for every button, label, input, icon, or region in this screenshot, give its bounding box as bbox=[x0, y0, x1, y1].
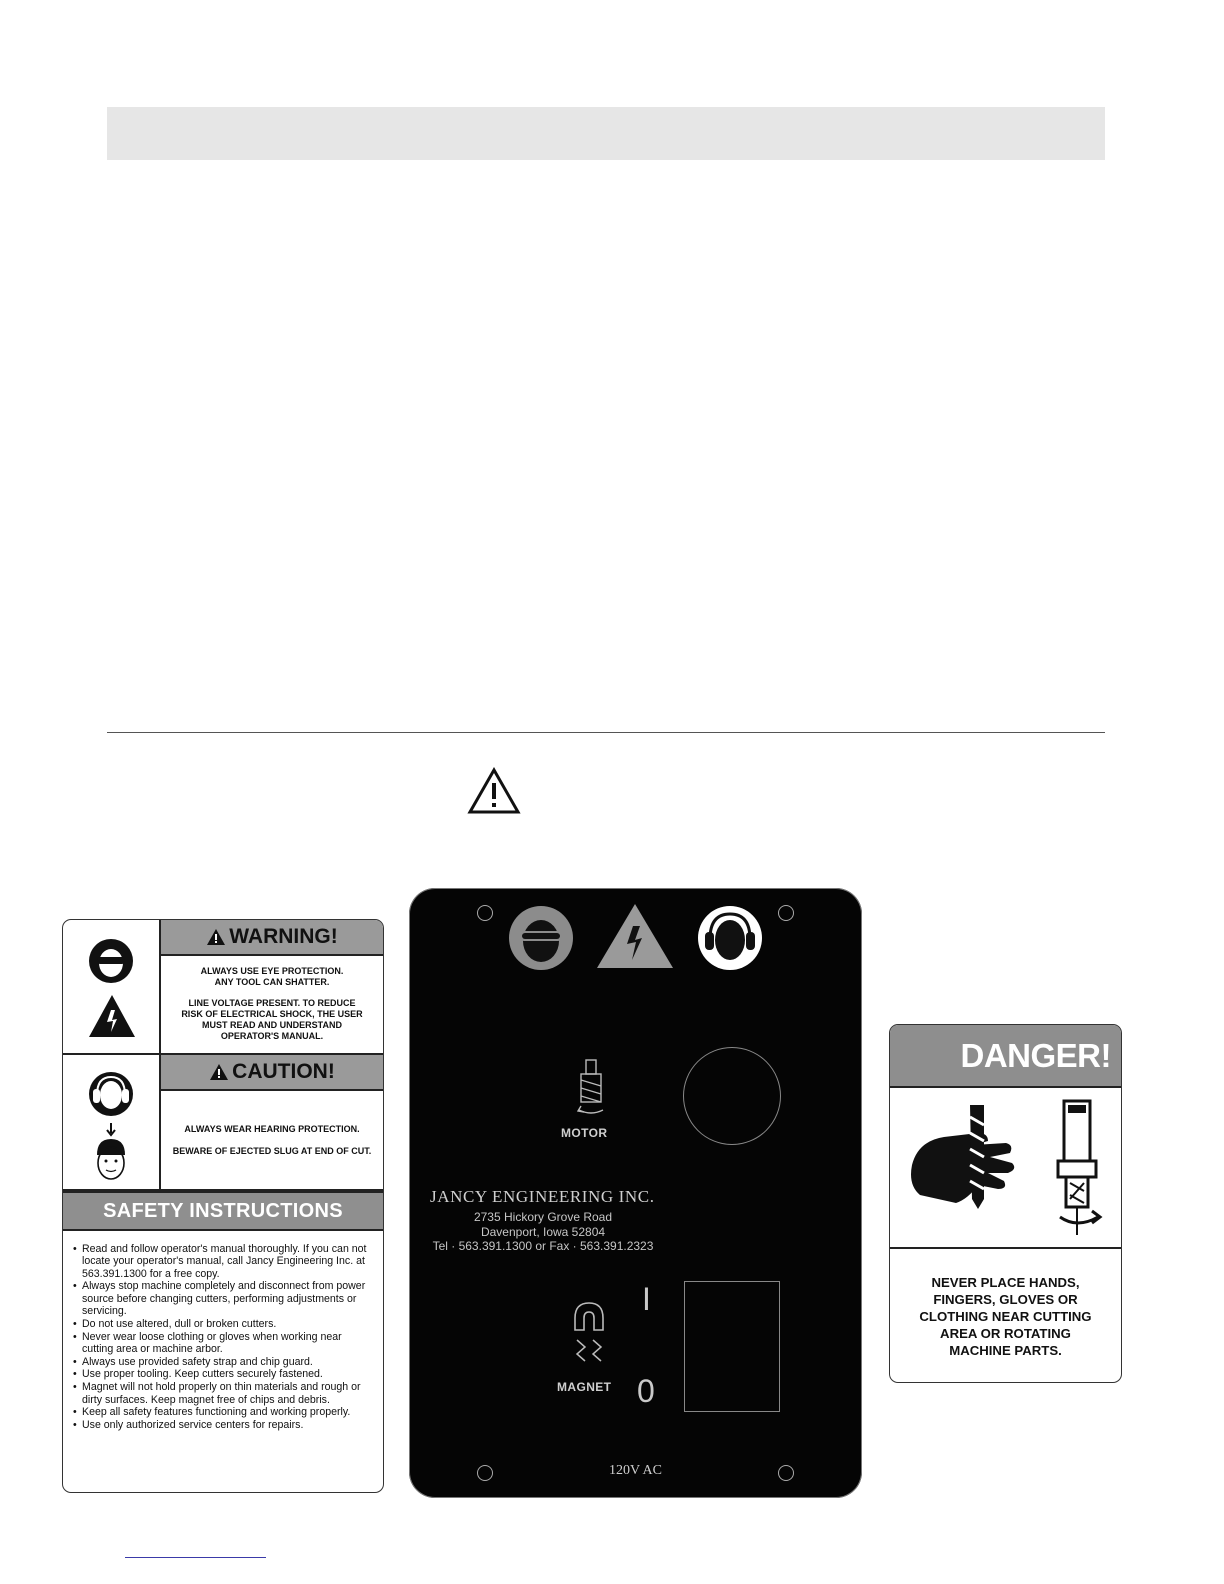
electrical-shock-icon bbox=[87, 993, 137, 1039]
warning-text: ALWAYS USE EYE PROTECTION. ANY TOOL CAN SHATTER. LINE VOLTAGE PRESENT. TO REDUCE RISK OF ELECTRICAL SHOCK, THE USER MUST READ AND UNDERSTAND OPERATOR'S MANUAL. bbox=[181, 966, 363, 1041]
section-divider bbox=[107, 732, 1105, 733]
safety-instructions-list bbox=[73, 1243, 375, 1432]
switch-off-mark: 0 bbox=[637, 1373, 655, 1409]
magnet-label: MAGNET bbox=[557, 1380, 612, 1394]
list-item: • Never wear loose clothing or gloves when working near cutting area or machine arbor. bbox=[73, 1331, 375, 1356]
warning-triangle-icon bbox=[206, 928, 226, 946]
rotating-cutter-icon bbox=[1054, 1099, 1106, 1237]
switch-on-mark: I bbox=[642, 1281, 651, 1317]
hearing-protection-icon bbox=[697, 905, 763, 971]
danger-label bbox=[889, 1024, 1122, 1383]
motor-label: MOTOR bbox=[561, 1126, 608, 1140]
list-item: • Use proper tooling. Keep cutters securely fastened. bbox=[73, 1368, 375, 1380]
company-address-line2: Davenport, Iowa 52804 bbox=[480, 1225, 606, 1239]
warning-caution-safety-label bbox=[62, 919, 384, 1493]
list-item: • Always stop machine completely and disconnect from power source before changing cutters, performing adjustments or servicing. bbox=[73, 1280, 375, 1317]
caution-triangle-icon bbox=[209, 1063, 229, 1081]
list-item: • Read and follow operator's manual thoroughly. If you can not locate your operator's manual, call Jancy Engineering Inc. at 563.391.1300 for a free copy. bbox=[73, 1243, 375, 1280]
eye-protection-icon bbox=[88, 938, 134, 984]
list-item: • Always use provided safety strap and chip guard. bbox=[73, 1356, 375, 1368]
magnet-rocker-switch[interactable] bbox=[684, 1281, 780, 1412]
safety-instructions-heading: SAFETY INSTRUCTIONS bbox=[63, 1191, 383, 1231]
danger-text: NEVER PLACE HANDS, FINGERS, GLOVES OR CLOTHING NEAR CUTTING AREA OR ROTATING MACHINE PARTS. bbox=[919, 1275, 1092, 1358]
footer-link-underline[interactable] bbox=[125, 1557, 266, 1558]
screw-hole bbox=[778, 905, 794, 921]
motor-cutter-icon bbox=[573, 1058, 609, 1120]
control-panel-plate bbox=[409, 888, 862, 1498]
header-band bbox=[107, 107, 1105, 160]
company-phone: Tel · 563.391.1300 or Fax · 563.391.2323 bbox=[432, 1239, 654, 1253]
ejected-slug-icon bbox=[91, 1123, 131, 1183]
caution-text: ALWAYS WEAR HEARING PROTECTION. BEWARE OF EJECTED SLUG AT END OF CUT. bbox=[172, 1124, 372, 1156]
magnet-icon bbox=[569, 1300, 609, 1372]
hand-entanglement-icon bbox=[908, 1103, 1038, 1223]
high-voltage-icon bbox=[595, 902, 675, 970]
voltage-rating: 120V AC bbox=[608, 1463, 663, 1478]
screw-hole bbox=[477, 905, 493, 921]
list-item: • Use only authorized service centers for repairs. bbox=[73, 1419, 375, 1431]
company-address-line1: 2735 Hickory Grove Road bbox=[473, 1210, 613, 1224]
caution-section bbox=[63, 1055, 383, 1191]
motor-switch-knob[interactable] bbox=[683, 1047, 781, 1145]
hearing-protection-icon bbox=[88, 1071, 134, 1117]
danger-heading: DANGER! bbox=[890, 1025, 1121, 1088]
warning-section bbox=[63, 920, 383, 1055]
company-name: JANCY ENGINEERING INC. bbox=[430, 1187, 655, 1206]
alert-triangle-icon bbox=[467, 767, 521, 815]
list-item: • Keep all safety features functioning and working properly. bbox=[73, 1406, 375, 1418]
eye-protection-icon bbox=[508, 905, 574, 971]
list-item: • Magnet will not hold properly on thin materials and rough or dirty surfaces. Keep magnet free of chips and debris. bbox=[73, 1381, 375, 1406]
caution-heading: CAUTION! bbox=[161, 1055, 383, 1091]
list-item: • Do not use altered, dull or broken cutters. bbox=[73, 1318, 375, 1330]
warning-heading: WARNING! bbox=[161, 920, 383, 956]
